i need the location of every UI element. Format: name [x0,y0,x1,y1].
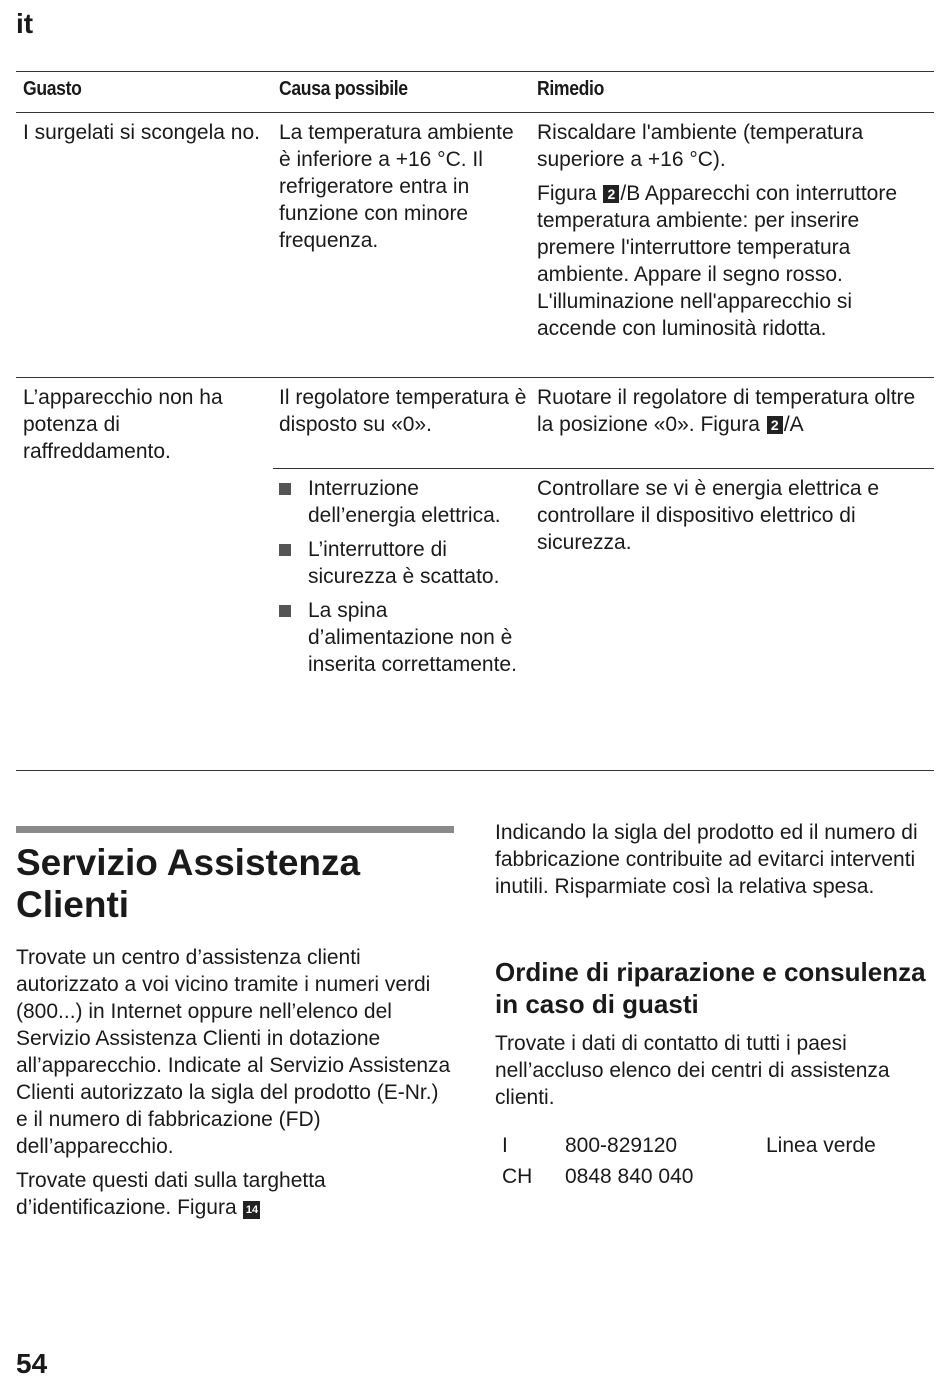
cause-text: Interruzione dell’energia elettrica. [308,477,501,527]
bullet-square-icon [279,483,291,495]
header-remedy: Rimedio [537,78,604,100]
remedy-cell [537,119,932,349]
paragraph-text-part: Trovate questi dati sulla targhetta d’identificazione. Figura [16,1169,326,1219]
figure-ref-badge: 2 [767,416,783,434]
bullet-square-icon [279,605,291,617]
remedy-text-part: /A [783,413,804,436]
remedy-text-part: Figura [537,182,603,205]
page-number: 54 [16,1348,48,1379]
troubleshooting-table [16,71,934,771]
remedy-text: Riscaldare l'ambiente (temperatura superiore a +16 °C). [537,121,864,171]
cause-text: La spina d’alimentazione non è inserita correttamente. [308,599,517,676]
header-fault: Guasto [23,78,82,100]
list-item [279,536,529,590]
service-paragraph: Trovate un centro d’assistenza clienti autorizzato a voi vicino tramite i numeri verdi (800...) in Internet oppure nell’elenco del Servizio Assistenza Clienti in dotazione all’apparecchio. Indicate al Servizio Assistenza Clienti autorizzato la sigla del prodotto (E-Nr.) e il numero di fabbricazione (FD) dell’apparecchio. [16,946,451,1158]
subsection-title: Ordine di riparazione e consulenza in caso di guasti [495,957,926,1019]
figure-ref-badge: 14 [243,1201,260,1219]
cause-list [279,475,529,678]
repair-paragraph: Trovate i dati di contatto di tutti i paesi nell’accluso elenco dei centri di assistenza clienti. [495,1032,890,1109]
contact-row [495,1130,935,1161]
cause-cell: Il regolatore temperatura è disposto su «0». [279,386,527,436]
remedy-text-part: /B Apparecchi con interruttore temperatura ambiente: per inserire premere l'interruttore temperatura ambiente. Appare il segno rosso. L'illuminazione nell'apparecchio si accende con luminosità ridotta. [537,182,898,340]
bullet-square-icon [279,544,291,556]
figure-ref-badge: 2 [603,185,619,203]
table-bottom-rule [16,770,934,771]
country-code: I [502,1134,508,1157]
table-row [16,469,934,771]
cause-cell [279,475,529,685]
country-code: CH [502,1165,533,1188]
cause-cell: La temperatura ambiente è inferiore a +16 °C. Il refrigeratore entra in funzione con minore frequenza. [279,121,514,252]
list-item [279,475,529,529]
section-bar [16,826,454,833]
fault-cell: L’apparecchio non ha potenza di raffreddamento. [23,386,223,463]
table-header-row [16,71,934,113]
header-cause: Causa possibile [279,78,408,100]
list-item [279,597,529,678]
phone-number: 800-829120 [565,1134,678,1157]
remedy-text [537,180,932,342]
language-code: it [16,8,34,39]
fault-cell: I surgelati si scongela no. [23,121,260,144]
phone-number: 0848 840 040 [565,1165,694,1188]
remedy-cell: Controllare se vi è energia elettrica e controllare il dispositivo elettrico di sicurezza. [537,477,880,554]
section-title: Servizio Assistenza Clienti [16,842,361,925]
service-paragraph [16,1167,456,1221]
contact-row [495,1161,935,1192]
phone-label: Linea verde [766,1134,876,1157]
contact-list [495,1130,935,1192]
service-paragraph: Indicando la sigla del prodotto ed il numero di fabbricazione contribuite ad evitarci interventi inutili. Risparmiate così la relativa spesa. [495,821,918,898]
table-row [16,113,934,378]
remedy-text-part: Ruotare il regolatore di temperatura oltre la posizione «0». Figura [537,386,916,436]
table-row [16,378,934,469]
cause-text: L’interruttore di sicurezza è scattato. [308,538,500,588]
remedy-cell [537,384,932,438]
